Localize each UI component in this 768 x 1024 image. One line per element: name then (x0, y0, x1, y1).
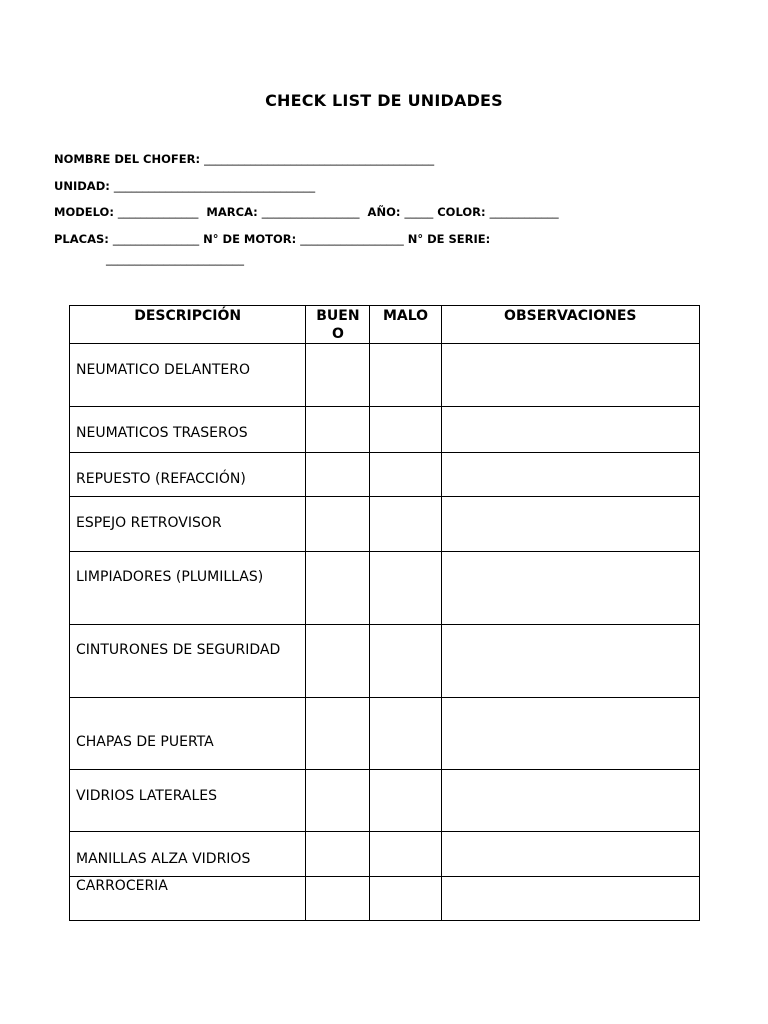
modelo-blank[interactable]: ______________ (117, 205, 199, 219)
bueno-cell[interactable] (306, 407, 370, 453)
observaciones-cell[interactable] (441, 407, 699, 453)
malo-cell[interactable] (370, 453, 441, 497)
malo-cell[interactable] (370, 877, 441, 921)
serie-blank-line (106, 252, 244, 266)
header-malo: MALO (370, 306, 441, 344)
malo-cell[interactable] (370, 497, 441, 552)
anio-blank[interactable]: _____ (404, 205, 434, 219)
row-description: CINTURONES DE SEGURIDAD (70, 625, 306, 698)
bueno-cell[interactable] (306, 832, 370, 877)
malo-cell[interactable] (370, 407, 441, 453)
bueno-cell[interactable] (306, 344, 370, 407)
row-description: ESPEJO RETROVISOR (70, 497, 306, 552)
color-label: COLOR: (433, 205, 490, 219)
malo-cell[interactable] (370, 344, 441, 407)
table-row (70, 698, 700, 770)
header-bueno (306, 306, 370, 344)
color-blank[interactable]: ____________ (489, 205, 559, 219)
table-row (70, 552, 700, 625)
modelo-marca-anio-color-line (54, 205, 559, 219)
motor-label: N° DE MOTOR: (199, 232, 301, 246)
bueno-cell[interactable] (306, 453, 370, 497)
unidad-blank[interactable]: ___________________________________ (113, 179, 316, 193)
row-description: MANILLAS ALZA VIDRIOS (70, 832, 306, 877)
table-row (70, 344, 700, 407)
observaciones-cell[interactable] (441, 625, 699, 698)
table-row (70, 453, 700, 497)
table-row (70, 770, 700, 832)
row-description: VIDRIOS LATERALES (70, 770, 306, 832)
malo-cell[interactable] (370, 625, 441, 698)
malo-cell[interactable] (370, 698, 441, 770)
table-header-row (70, 306, 700, 344)
nombre-chofer-field (54, 152, 434, 166)
table-row (70, 407, 700, 453)
table-row (70, 497, 700, 552)
observaciones-cell[interactable] (441, 832, 699, 877)
document-title: CHECK LIST DE UNIDADES (265, 91, 503, 110)
checklist-table (69, 305, 700, 921)
bueno-cell[interactable] (306, 552, 370, 625)
header-bueno-line1: BUEN (316, 308, 360, 324)
table-row (70, 625, 700, 698)
header-observaciones: OBSERVACIONES (441, 306, 699, 344)
marca-blank[interactable]: _________________ (261, 205, 360, 219)
unidad-field (54, 179, 315, 193)
bueno-cell[interactable] (306, 698, 370, 770)
row-description: REPUESTO (REFACCIÓN) (70, 453, 306, 497)
unidad-label: UNIDAD: (54, 179, 114, 193)
row-description: NEUMATICO DELANTERO (70, 344, 306, 407)
malo-cell[interactable] (370, 832, 441, 877)
table-row (70, 877, 700, 921)
anio-label: AÑO: (359, 205, 405, 219)
row-description: CARROCERIA (70, 877, 306, 921)
serie-blank[interactable]: ________________________ (106, 252, 244, 266)
bueno-cell[interactable] (306, 497, 370, 552)
header-descripcion: DESCRIPCIÓN (70, 306, 306, 344)
bueno-cell[interactable] (306, 770, 370, 832)
serie-label: N° DE SERIE: (403, 232, 491, 246)
observaciones-cell[interactable] (441, 497, 699, 552)
observaciones-cell[interactable] (441, 552, 699, 625)
marca-label: MARCA: (198, 205, 262, 219)
placas-label: PLACAS: (54, 232, 113, 246)
table-row (70, 832, 700, 877)
bueno-cell[interactable] (306, 877, 370, 921)
malo-cell[interactable] (370, 770, 441, 832)
modelo-label: MODELO: (54, 205, 118, 219)
bueno-cell[interactable] (306, 625, 370, 698)
observaciones-cell[interactable] (441, 698, 699, 770)
nombre-chofer-blank[interactable]: ________________________________________ (204, 152, 435, 166)
motor-blank[interactable]: __________________ (300, 232, 404, 246)
row-description: NEUMATICOS TRASEROS (70, 407, 306, 453)
observaciones-cell[interactable] (441, 770, 699, 832)
header-bueno-line2: O (331, 326, 344, 342)
row-description: LIMPIADORES (PLUMILLAS) (70, 552, 306, 625)
observaciones-cell[interactable] (441, 453, 699, 497)
row-description: CHAPAS DE PUERTA (70, 698, 306, 770)
placas-blank[interactable]: _______________ (112, 232, 200, 246)
placas-motor-serie-line (54, 232, 490, 246)
malo-cell[interactable] (370, 552, 441, 625)
observaciones-cell[interactable] (441, 877, 699, 921)
observaciones-cell[interactable] (441, 344, 699, 407)
nombre-chofer-label: NOMBRE DEL CHOFER: (54, 152, 205, 166)
